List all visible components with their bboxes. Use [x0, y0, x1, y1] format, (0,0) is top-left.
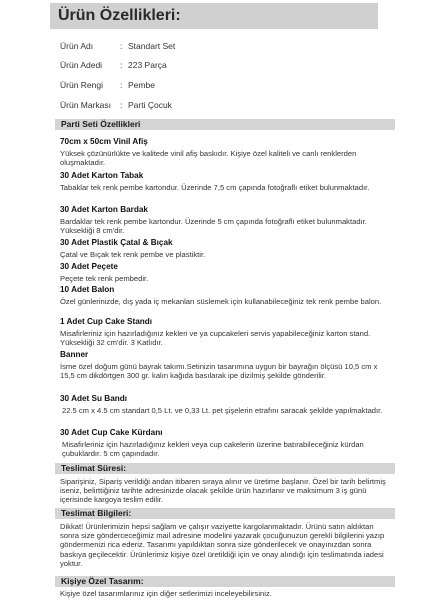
info-separator: : [120, 100, 123, 110]
item-text: 22.5 cm x 4.5 cm standart 0,5 Lt. ve 0,33 Lt. pet şişelerin etrafını saracak şekilde yapılmaktadır. [62, 406, 383, 415]
info-row-name [60, 41, 175, 51]
info-label: Ürün Adı [60, 41, 94, 51]
info-row-brand [60, 100, 172, 110]
info-value: Standart Set [128, 41, 176, 51]
info-value: Parti Çocuk [128, 100, 172, 110]
section-heading-kisiye-ozel: Kişiye Özel Tasarım: [55, 576, 395, 587]
item-text: İsme özel doğum günü bayrak takımı.Setinizin tasarımına uygun bir bayrağın ölçüsü 10,5 cm x 15,5 cm dikdörtgen 300 gr. kalın kağıda basılarak ipe dizilmiş şekilde gönderilir. [60, 362, 378, 381]
info-value: 223 Parça [128, 60, 167, 70]
item-text: Misafirleriniz için hazırladığınız kekleri veya cup cakelerin üzerine batırabileceğiniz kürdan çubuklardır. 5 cm çapındadır. [62, 440, 364, 459]
item-text: Misafirleriniz için hazırladığınız kekleri ve ya cupcakeleri servis yapabileceğiniz karton stand. Yüksekliği 32 cm'dir. 3 Katlıdır. [60, 329, 371, 348]
item-title: 30 Adet Su Bandı [60, 394, 128, 403]
item-title: 70cm x 50cm Vinil Afiş [60, 137, 148, 146]
info-separator: : [120, 80, 123, 90]
info-row-color [60, 80, 155, 90]
info-row-count [60, 60, 167, 70]
item-text: Özel günlerinizde, dış yada iç mekanları süslemek için kullanabileceğiniz tek renk pembe balon. [60, 297, 382, 306]
item-title: 1 Adet Cup Cake Standı [60, 317, 153, 326]
info-value: Pembe [128, 80, 155, 90]
item-title: 30 Adet Peçete [60, 262, 118, 271]
page-title: Ürün Özellikleri: [50, 3, 378, 29]
item-title: Banner [60, 350, 89, 359]
info-separator: : [120, 60, 123, 70]
teslimat-suresi-text: Siparişiniz, Sipariş verildiği andan itibaren sıraya alınır ve üretime başlanır. Özel bir tarih belirtmiş iseniz, belirttiğiniz tarihte adresinizde olacak şekilde ürün hazırlanır ve maksimum 3 iş günü içerisinde kargoya teslim edilir. [60, 477, 386, 505]
item-text: Çatal ve Bıçak tek renk pembe ve plastiktir. [60, 250, 206, 259]
item-title: 30 Adet Karton Bardak [60, 205, 148, 214]
info-label: Ürün Markası [60, 100, 112, 110]
item-text: Peçete tek renk pembedir. [60, 274, 149, 283]
info-label: Ürün Adedi [60, 60, 103, 70]
section-heading-teslimat-suresi: Teslimat Süresi: [55, 463, 395, 474]
item-text: Yüksek çözünürlükte ve kalitede vinil afiş baskıdır. Kişiye özel kaliteli ve canlı renklerden oluşmaktadır. [60, 149, 357, 168]
item-text: Bardaklar tek renk pembe kartondur. Üzerinde 5 cm çapında fotoğraflı etiket bulunmaktadır. Yüksekliği 8 cm'dir. [60, 217, 367, 236]
item-title: 30 Adet Karton Tabak [60, 171, 144, 180]
item-text: Tabaklar tek renk pembe kartondur. Üzerinde 7,5 cm çapında fotoğraflı etiket bulunmaktadır. [60, 183, 370, 192]
item-title: 10 Adet Balon [60, 285, 115, 294]
info-separator: : [120, 41, 123, 51]
section-heading-teslimat-bilgileri: Teslimat Bilgileri: [55, 508, 395, 519]
teslimat-bilgileri-text: Dikkat! Ürünlerimizin hepsi sağlam ve çalışır vaziyette kargolanmaktadır. Ürünü satın aldıktan sonra size gönderceceğimiz mail adresine modelini yazarak çocuğunuzun gerekli bilgilerini yazıp göndermenizi rica ederiz. Tasarımı yapıldıktan sonra size gönderilecek ve onayınızdan sonra baskıya geçilecektir. Ürünlerimiz kişiye özel üretildiği için ve onay alındığı için teslimatında iadesi yoktur. [60, 522, 385, 568]
item-title: 30 Adet Plastik Çatal & Bıçak [60, 238, 173, 247]
item-title: 30 Adet Cup Cake Kürdanı [60, 428, 163, 437]
section-heading-parti-seti: Parti Seti Özellikleri [55, 119, 395, 130]
info-label: Ürün Rengi [60, 80, 103, 90]
kisiye-ozel-text: Kişiye özel tasarımlarınız için diğer setlerimizi inceleyebilirsiniz. [60, 589, 272, 598]
